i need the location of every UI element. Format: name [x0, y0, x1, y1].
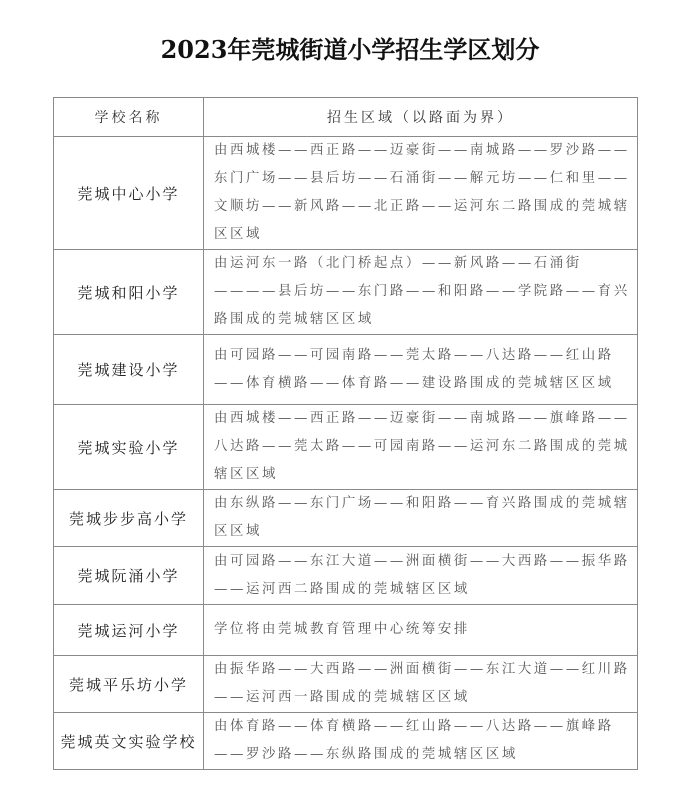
- enrollment-area-cell: 由振华路——大西路——洲面横街——东江大道——红川路——运河西一路围成的莞城辖区区域: [204, 656, 638, 713]
- school-name-cell: 莞城实验小学: [54, 405, 204, 490]
- document-title: 2023年莞城街道小学招生学区划分: [160, 35, 540, 64]
- school-zone-table: [53, 97, 638, 770]
- enrollment-area-cell: 由西城楼——西正路——迈豪街——南城路——旗峰路——八达路——莞太路——可园南路——运河东二路围成的莞城辖区区域: [204, 405, 638, 490]
- enrollment-area-cell: 由东纵路——东门广场——和阳路——育兴路围成的莞城辖区区域: [204, 490, 638, 547]
- table-row: [54, 713, 638, 770]
- enrollment-area-cell: 由运河东一路（北门桥起点）——新风路——石涌街————县后坊——东门路——和阳路——学院路——育兴路围成的莞城辖区区域: [204, 250, 638, 335]
- table-row: [54, 605, 638, 656]
- school-name-cell: 莞城建设小学: [54, 335, 204, 405]
- school-name-cell: 莞城平乐坊小学: [54, 656, 204, 713]
- enrollment-area-cell: 由体育路——体育横路——红山路——八达路——旗峰路——罗沙路——东纵路围成的莞城辖区区域: [204, 713, 638, 770]
- header-school-name: 学校名称: [54, 98, 204, 137]
- school-name-cell: 莞城步步高小学: [54, 490, 204, 547]
- enrollment-area-cell: 由可园路——东江大道——洲面横街——大西路——振华路——运河西二路围成的莞城辖区区域: [204, 547, 638, 605]
- table-row: [54, 405, 638, 490]
- table-row: [54, 490, 638, 547]
- table-row: [54, 656, 638, 713]
- table-row: [54, 250, 638, 335]
- school-name-cell: 莞城和阳小学: [54, 250, 204, 335]
- enrollment-area-cell: 由可园路——可园南路——莞太路——八达路——红山路——体育横路——体育路——建设路围成的莞城辖区区域: [204, 335, 638, 405]
- table-row: [54, 547, 638, 605]
- table-row: [54, 137, 638, 250]
- school-name-cell: 莞城英文实验学校: [54, 713, 204, 770]
- school-name-cell: 莞城中心小学: [54, 137, 204, 250]
- enrollment-area-cell: 学位将由莞城教育管理中心统筹安排: [204, 605, 638, 656]
- table-header-row: [54, 98, 638, 137]
- enrollment-area-cell: 由西城楼——西正路——迈豪街——南城路——罗沙路——东门广场——县后坊——石涌街——解元坊——仁和里——文顺坊——新风路——北正路——运河东二路围成的莞城辖区区域: [204, 137, 638, 250]
- header-enrollment-area: 招生区域（以路面为界）: [204, 98, 638, 137]
- school-name-cell: 莞城运河小学: [54, 605, 204, 656]
- school-name-cell: 莞城阮涌小学: [54, 547, 204, 605]
- table-row: [54, 335, 638, 405]
